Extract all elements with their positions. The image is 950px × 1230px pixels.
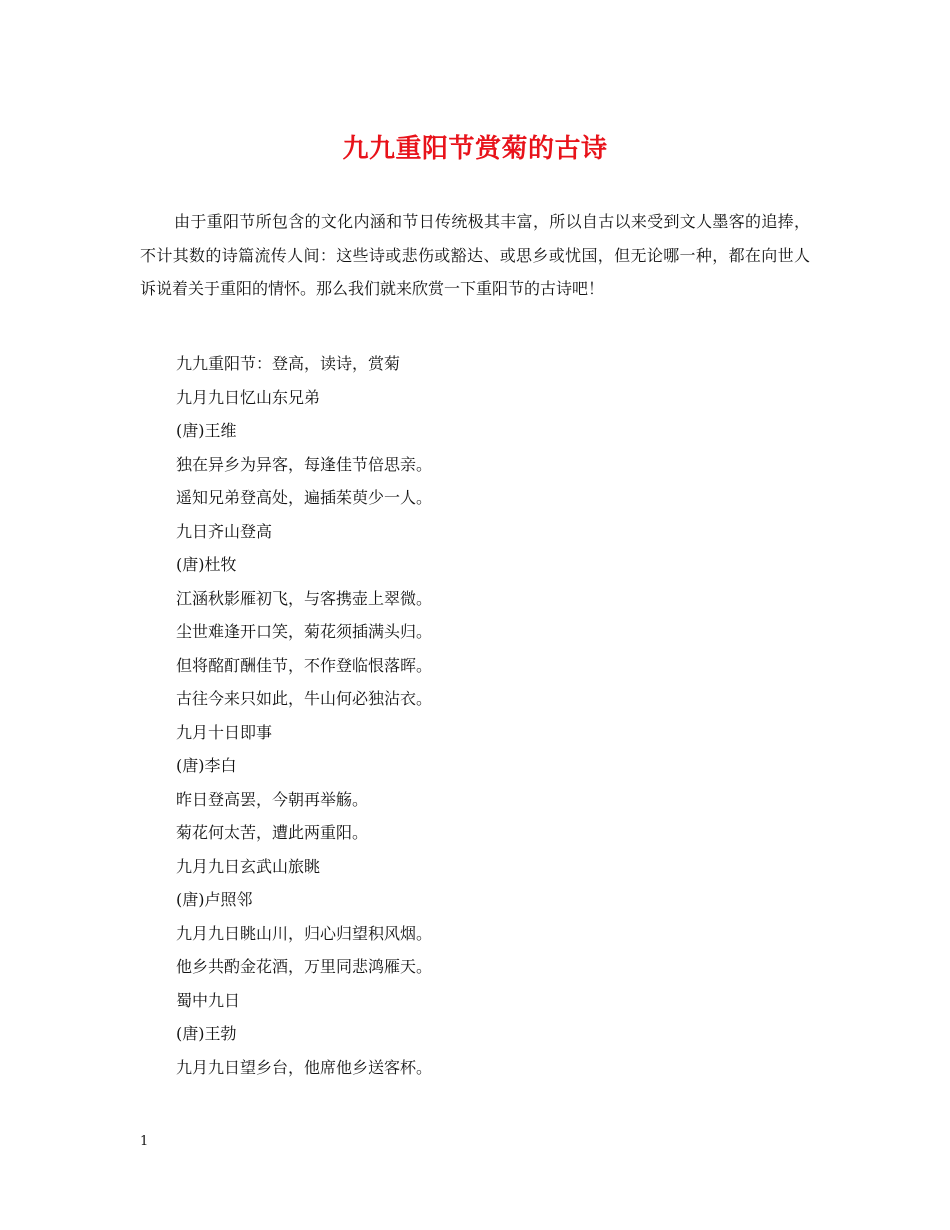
poem-author: (唐)王维 (176, 421, 237, 440)
page-title: 九九重阳节赏菊的古诗 (342, 134, 608, 164)
poem-line: 但将酩酊酬佳节，不作登临恨落晖。 (176, 655, 433, 675)
poem-line: 菊花何太苦，遭此两重阳。 (176, 823, 369, 842)
poem-line: 江涵秋影雁初飞，与客携壶上翠微。 (176, 588, 433, 608)
section-heading: 九九重阳节：登高，读诗，赏菊 (176, 354, 401, 373)
poem-line: 独在异乡为异客，每逢佳节倍思亲。 (176, 454, 433, 474)
poem-author: (唐)杜牧 (176, 555, 237, 574)
poem-title: 九日齐山登高 (176, 521, 273, 541)
poem-author: (唐)王勃 (176, 1024, 237, 1043)
poem-title: 蜀中九日 (176, 990, 241, 1010)
page-number: 1 (140, 1134, 149, 1149)
poem-line: 古往今来只如此，牛山何必独沾衣。 (176, 689, 433, 708)
poem-list (176, 347, 816, 1084)
poem-line: 九月九日望乡台，他席他乡送客杯。 (176, 1057, 433, 1077)
poem-line: 他乡共酌金花酒，万里同悲鸿雁天。 (176, 957, 433, 976)
poem-line: 九月九日眺山川，归心归望积风烟。 (176, 923, 433, 943)
poem-title: 九月九日玄武山旅眺 (176, 856, 321, 876)
intro-paragraph: 由于重阳节所包含的文化内涵和节日传统极其丰富，所以自古以来受到文人墨客的追捧，不计其数的诗篇流传人间：这些诗或悲伤或豁达、或思乡或忧国，但无论哪一种，都在向世人诉说着关于重阳的情怀。那么我们就来欣赏一下重阳节的古诗吧！ (140, 212, 810, 298)
poem-author: (唐)卢照邻 (176, 890, 253, 909)
poem-title: 九月十日即事 (176, 722, 273, 742)
poem-title: 九月九日忆山东兄弟 (176, 387, 321, 407)
poem-line: 昨日登高罢，今朝再举觞。 (176, 789, 369, 809)
poem-line: 尘世难逢开口笑，菊花须插满头归。 (176, 622, 433, 641)
poem-line: 遥知兄弟登高处，遍插茱萸少一人。 (176, 488, 433, 507)
poem-author: (唐)李白 (176, 756, 237, 775)
